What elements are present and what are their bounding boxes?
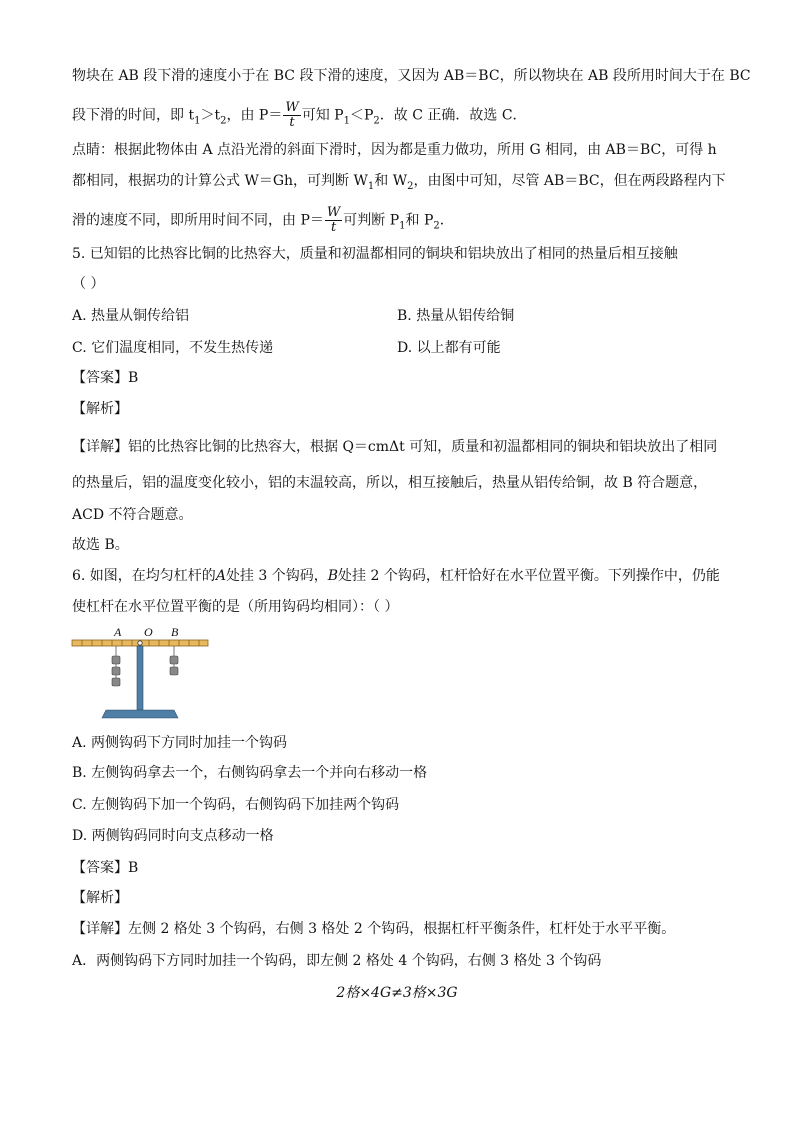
q6-option-c: C. 左侧钩码下加一个钩码，右侧钩码下加挂两个钩码 (72, 797, 400, 813)
left-hooked-weights (112, 646, 120, 686)
right-hooked-weights (170, 646, 178, 675)
q5-option-c: C. 它们温度相同，不发生热传递 (72, 340, 274, 356)
text-line: 点睛：根据此物体由 A 点沿光滑的斜面下滑时，因为都是重力做功，所用 G 相同，由 AB＝BC，可得 h (72, 142, 717, 158)
label-o: O (144, 625, 153, 639)
q5-conclusion: 故选 B。 (72, 537, 129, 553)
q5-answer: 【答案】B (72, 370, 139, 386)
q6-formula: 2格×4G≠3格×3G (336, 985, 458, 1001)
q5-detail: 的热量后，铝的温度变化较小，铝的末温较高，所以，相互接触后，热量从铝传给铜，故 B 符合题意， (72, 475, 708, 491)
q5-option-d: D. 以上都有可能 (397, 340, 501, 356)
q6-option-b: B. 左侧钩码拿去一个，右侧钩码拿去一个并向右移动一格 (72, 765, 428, 781)
text-line: 都相同，根据功的计算公式 W＝Gh，可判断 $W_1$和 $W_2$，由图中可知，尽管 AB＝BC，但在两段路程内下 (72, 173, 726, 192)
q6-option-d: D. 两侧钩码同时向支点移动一格 (72, 828, 274, 844)
stand-pole (137, 646, 143, 710)
q6-detail: A．两侧钩码下方同时加挂一个钩码，即左侧 2 格处 4 个钩码，右侧 3 格处 3 个钩码 (72, 953, 602, 969)
q5-detail: 【详解】铝的比热容比铜的比热容大，根据 Q＝cmΔt 可知，质量和初温都相同的铜块和铝块放出了相同 (72, 439, 718, 455)
q5-analysis-heading: 【解析】 (72, 401, 128, 417)
q6-answer: 【答案】B (72, 860, 139, 876)
fraction-w-over-t: $\frac{W}{t}$ (285, 100, 299, 130)
q5-option-b: B. 热量从铝传给铜 (397, 308, 515, 324)
lever-figure (70, 622, 212, 722)
fraction-w-over-t: $\frac{W}{t}$ (326, 205, 341, 235)
q5-option-a: A. 热量从铜传给铝 (72, 308, 190, 324)
q6-option-a: A. 两侧钩码下方同时加挂一个钩码 (72, 735, 288, 751)
text-line: 段下滑的时间，即 $t_1>t_2$，由 P＝ $\frac{W}{t}$ 可知 $P_1<P_2$．故 C 正确．故选 C． (72, 100, 527, 130)
text-line: 滑的速度不同，即所用时间不同，由 P＝ $\frac{W}{t}$ 可判断 $P_1$和 $P_2$． (72, 205, 454, 235)
q5-detail: ACD 不符合题意。 (72, 507, 193, 523)
question-6-stem: 使杠杆在水平位置平衡的是（所用钩码均相同）：（ ） (72, 599, 399, 615)
question-5-stem: 5. 已知铝的比热容比铜的比热容大，质量和初温都相同的铜块和铝块放出了相同的热量后相互接触 (72, 246, 678, 262)
question-5-blank: （ ） (72, 276, 105, 292)
q6-detail: 【详解】左侧 2 格处 3 个钩码，右侧 3 格处 2 个钩码，根据杠杆平衡条件，杠杆处于水平平衡。 (72, 921, 676, 937)
label-a: A (114, 625, 122, 639)
question-6-stem: 6. 如图，在均匀杠杆的A处挂 3 个钩码，B处挂 2 个钩码，杠杆恰好在水平位置平衡。下列操作中，仍能 (72, 568, 720, 584)
label-b: B (171, 625, 179, 639)
q6-analysis-heading: 【解析】 (72, 890, 128, 906)
stand-base (102, 710, 178, 718)
pivot (138, 641, 142, 645)
text-line: 物块在 AB 段下滑的速度小于在 BC 段下滑的速度，又因为 AB＝BC，所以物块在 AB 段所用时间大于在 BC (72, 68, 751, 84)
